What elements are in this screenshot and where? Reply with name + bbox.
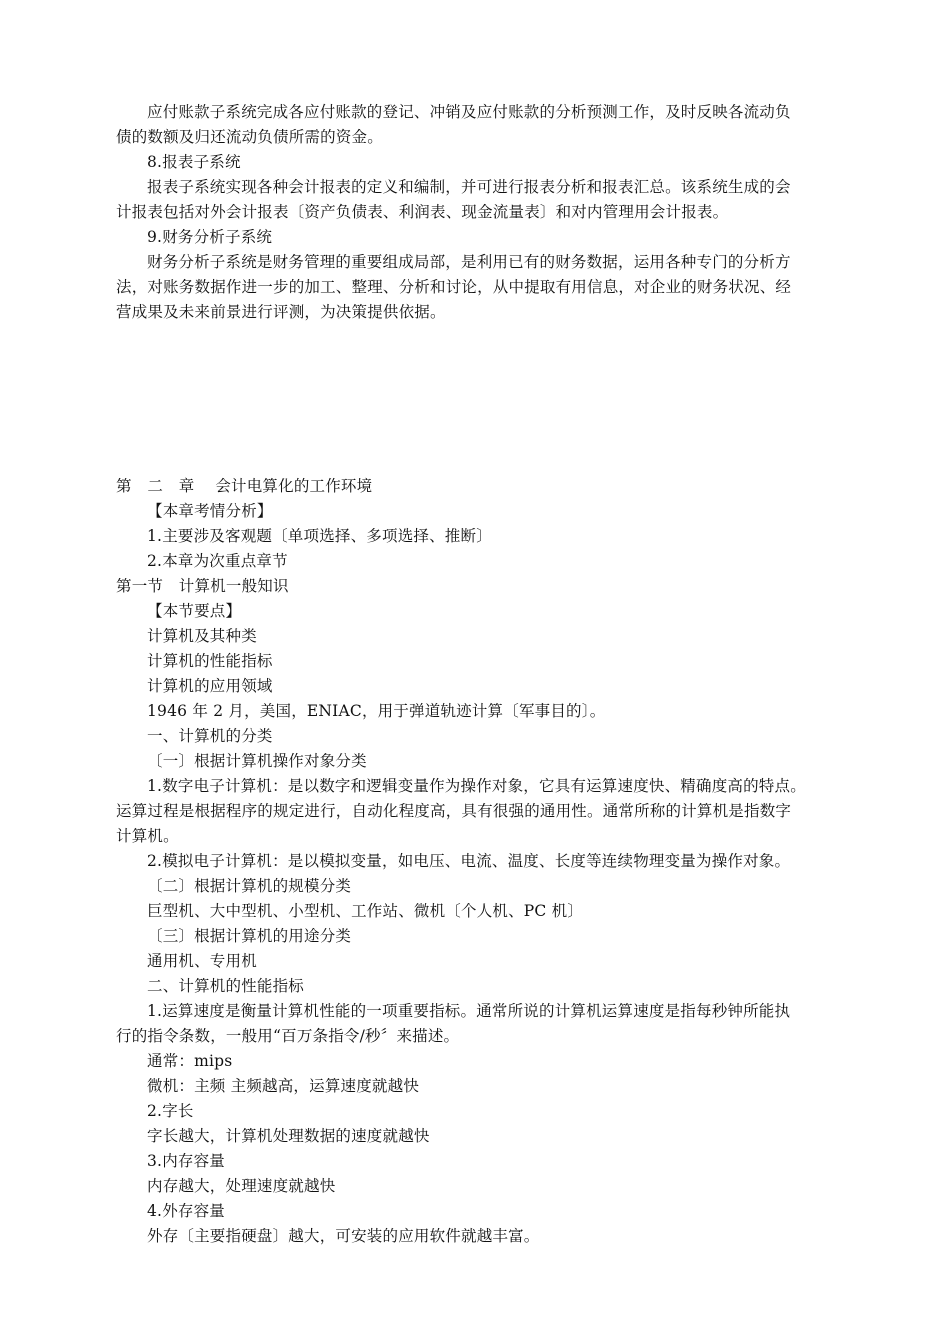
paragraph-line: 内存越大，处理速度就越快 <box>147 1177 336 1195</box>
chapter-analysis-heading: 【本章考情分析】 <box>147 502 273 520</box>
paragraph-line: 应付账款子系统完成各应付账款的登记、冲销及应付账款的分析预测工作，及时反映各流动负 <box>147 103 791 121</box>
paragraph-line: 1.运算速度是衡量计算机性能的一项重要指标。通常所说的计算机运算速度是指每秒钟所能执 <box>147 1002 791 1020</box>
paragraph-line: 1.主要涉及客观题〔单项选择、多项选择、推断〕 <box>147 527 492 545</box>
paragraph-line: 法，对账务数据作进一步的加工、整理、分析和讨论，从中提取有用信息，对企业的财务状况、经 <box>116 278 792 296</box>
paragraph-line: 营成果及未来前景进行评测，为决策提供依据。 <box>116 303 446 321</box>
section-points-heading: 【本节要点】 <box>147 602 242 620</box>
subsection-heading: 二、计算机的性能指标 <box>147 977 305 995</box>
paragraph-line: 巨型机、大中型机、小型机、工作站、微机〔个人机、PC 机〕 <box>147 902 584 920</box>
subsection-heading: 〔二〕根据计算机的规模分类 <box>147 877 352 895</box>
paragraph-line: 计算机的应用领域 <box>147 677 273 695</box>
paragraph-line: 微机：主频 主频越高，运算速度就越快 <box>147 1077 420 1095</box>
chapter-title: 第 二 章 会计电算化的工作环境 <box>116 477 373 495</box>
paragraph-line: 通用机、专用机 <box>147 952 257 970</box>
paragraph-line: 1.数字电子计算机：是以数字和逻辑变量作为操作对象，它具有运算速度快、精确度高的特点。 <box>147 777 806 795</box>
subsection-heading: 〔三〕根据计算机的用途分类 <box>147 927 352 945</box>
paragraph-line: 报表子系统实现各种会计报表的定义和编制，并可进行报表分析和报表汇总。该系统生成的会 <box>147 178 791 196</box>
paragraph-line: 运算过程是根据程序的规定进行，自动化程度高，具有很强的通用性。通常所称的计算机是指数字 <box>116 802 792 820</box>
paragraph-line: 计算机的性能指标 <box>147 652 273 670</box>
paragraph-line: 2.模拟电子计算机：是以模拟变量，如电压、电流、温度、长度等连续物理变量为操作对象。 <box>147 852 791 870</box>
paragraph-line: 计报表包括对外会计报表〔资产负债表、利润表、现金流量表〕和对内管理用会计报表。 <box>116 203 729 221</box>
section-heading: 8.报表子系统 <box>147 153 241 171</box>
paragraph-line: 2.字长 <box>147 1102 194 1120</box>
paragraph-line: 字长越大，计算机处理数据的速度就越快 <box>147 1127 430 1145</box>
section-title: 第一节 计算机一般知识 <box>116 577 289 595</box>
paragraph-line: 计算机。 <box>116 827 179 845</box>
paragraph-line: 外存〔主要指硬盘〕越大，可安装的应用软件就越丰富。 <box>147 1227 540 1245</box>
subsection-heading: 〔一〕根据计算机操作对象分类 <box>147 752 367 770</box>
section-heading: 9.财务分析子系统 <box>147 228 273 246</box>
paragraph-line: 通常：mips <box>147 1052 233 1070</box>
paragraph-line: 3.内存容量 <box>147 1152 225 1170</box>
subsection-heading: 一、计算机的分类 <box>147 727 273 745</box>
paragraph-line: 行的指令条数，一般用“百万条指令/秒〞来描述。 <box>116 1027 460 1045</box>
paragraph-line: 计算机及其种类 <box>147 627 257 645</box>
paragraph-line: 4.外存容量 <box>147 1202 225 1220</box>
paragraph-line: 债的数额及归还流动负债所需的资金。 <box>116 128 383 146</box>
paragraph-line: 2.本章为次重点章节 <box>147 552 288 570</box>
paragraph-line: 财务分析子系统是财务管理的重要组成局部，是利用已有的财务数据，运用各种专门的分析方 <box>147 253 791 271</box>
paragraph-line: 1946 年 2 月，美国，ENIAC，用于弹道轨迹计算〔军事目的〕。 <box>147 702 606 720</box>
